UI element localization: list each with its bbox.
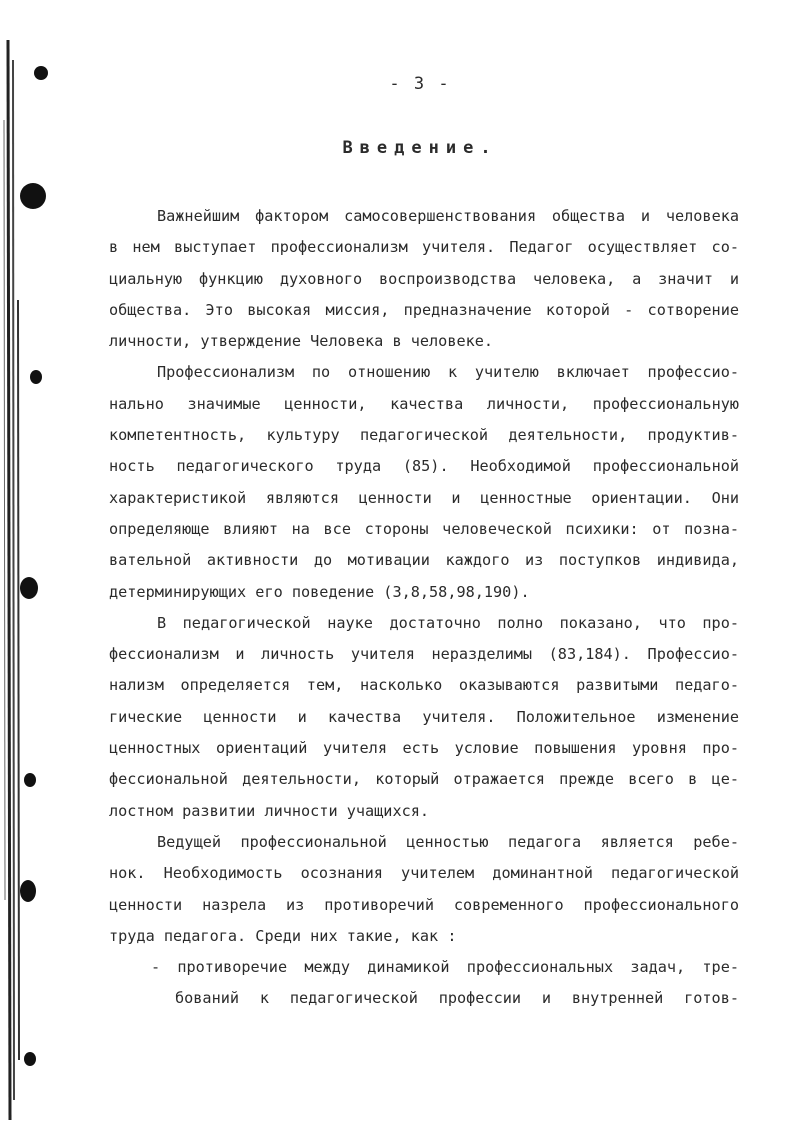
- text-line: фессиональной деятельности, который отражается прежде всего в це-: [109, 770, 739, 789]
- text-line: определяюще влияют на все стороны человеческой психики: от позна-: [109, 519, 739, 538]
- text-line: В педагогической науке достаточно полно показано, что про-: [157, 613, 739, 632]
- section-heading: Введение.: [342, 138, 498, 158]
- text-line: компетентность, культуру педагогической деятельности, продуктив-: [109, 426, 739, 445]
- text-line: фессионализм и личность учителя неразделимы (83,184). Профессио-: [109, 645, 739, 664]
- list-item-line: - противоречие между динамикой профессиональных задач, тре-: [151, 958, 739, 977]
- text-line: ценностных ориентаций учителя есть условие повышения уровня про-: [109, 739, 739, 758]
- text-line: общества. Это высокая миссия, предназначение которой - сотворение: [109, 300, 739, 319]
- binding-hole: [20, 183, 46, 209]
- body-text: [109, 201, 739, 1015]
- text-line: в нем выступает профессионализм учителя. Педагог осуществляет со-: [109, 238, 739, 257]
- list-item-line: бований к педагогической профессии и внутренней готов-: [175, 989, 739, 1008]
- text-line: Важнейшим фактором самосовершенствования общества и человека: [157, 207, 739, 225]
- text-line: гические ценности и качества учителя. Положительное изменение: [109, 707, 739, 726]
- text-line: вательной активности до мотивации каждого из поступков индивида,: [109, 551, 739, 570]
- text-line: характеристикой являются ценности и ценностные ориентации. Они: [109, 488, 739, 507]
- binding-edge: [0, 0, 26, 1128]
- binding-hole: [24, 1052, 36, 1066]
- text-line: нально значимые ценности, качества личности, профессиональную: [109, 394, 739, 413]
- page-number: - 3 -: [389, 74, 451, 94]
- text-line: Ведущей профессиональной ценностью педагога является ребе-: [157, 832, 739, 851]
- text-line: лостном развитии личности учащихся.: [109, 801, 430, 820]
- text-line: циальную функцию духовного воспроизводства человека, а значит и: [109, 269, 739, 288]
- binding-hole: [24, 773, 36, 787]
- text-line: личности, утверждение Человека в человеке.: [109, 332, 494, 351]
- text-line: нализм определяется тем, насколько оказываются развитыми педаго-: [109, 676, 739, 695]
- text-line: нок. Необходимость осознания учителем доминантной педагогической: [109, 864, 739, 883]
- text-line: Профессионализм по отношению к учителю включает профессио-: [157, 363, 739, 382]
- text-line: труда педагога. Среди них такие, как :: [109, 926, 457, 945]
- text-line: ность педагогического труда (85). Необходимой профессиональной: [109, 457, 739, 476]
- binding-hole: [30, 370, 42, 384]
- text-line: детерминирующих его поведение (3,8,58,98,190).: [109, 582, 530, 601]
- text-line: ценности назрела из противоречий современного профессионального: [109, 895, 739, 914]
- binding-strip: [0, 0, 26, 1128]
- binding-hole: [20, 880, 36, 902]
- binding-hole: [20, 577, 38, 599]
